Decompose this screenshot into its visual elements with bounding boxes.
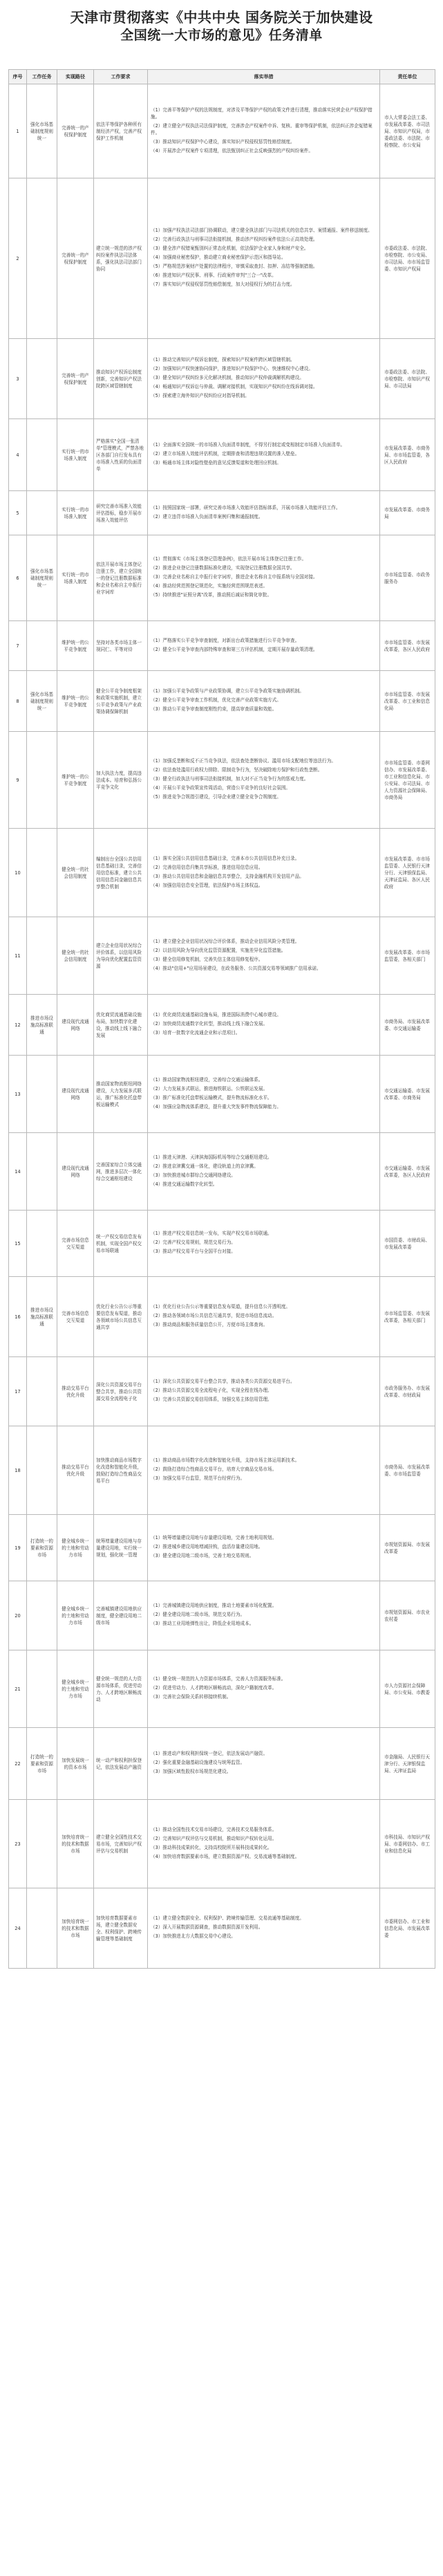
measure-item: （3）推动知识产权保护中心建设，落实知识产权侵权惩罚性赔偿制度。 (151, 138, 295, 145)
row-number: 3 (9, 339, 27, 419)
row-requirement: 推动国家物流枢纽网络建设，大力发展多式联运，推广标准化托盘带板运输模式 (94, 1056, 148, 1133)
measure-item: （1）加强产权执法司法部门协调联动，建立健全执法部门与司法机关的信息共享、案情通报、案件移送制度。 (151, 228, 373, 233)
measure-item: （1）按照国家统一部署，研究完善市场准入效能评估指标体系，开展市场准入效能评估工作。 (151, 504, 341, 510)
table-row (9, 829, 435, 917)
table-row (9, 1211, 435, 1277)
row-requirement: 依法平等保护各种所有制经济产权，完善产权保护工作机制 (94, 84, 148, 178)
measure-item: （2）推进企业登记注册数据标准化建设，实现登记注册数据全国共享。 (151, 565, 295, 571)
table-row (9, 1277, 435, 1357)
row-department: 市市场监管委、市发展改革委、市工业和信息化局 (380, 671, 435, 732)
row-path: 实行统一的市场准入制度 (57, 419, 94, 491)
measure-item: （2）促进劳动力、人才跨地区顺畅流动，深化户籍制度改革。 (151, 1685, 277, 1691)
measure-item: （1）落实全国公共信用信息基础目录，完善本市公共信用信息补充目录。 (151, 855, 300, 861)
row-path: 建设现代流通网络 (57, 1056, 94, 1133)
measure-item: （4）加强应急物流体系建设，提升重大突发事件物流保障能力。 (151, 1103, 281, 1110)
row-measures (148, 1056, 380, 1133)
measure-item: （4）加强信用信息安全管理，依法保护市场主体权益。 (151, 882, 263, 888)
row-measures (148, 1515, 380, 1581)
row-measures (148, 1888, 380, 1969)
row-path: 健全城乡统一的土地和劳动力市场 (57, 1581, 94, 1650)
row-department: 市商务局、市发展改革委、市交通运输委 (380, 995, 435, 1056)
measure-item: （5）严格规范涉案财产处置的法律程序，审慎采取查封、扣押、冻结等强制措施。 (151, 264, 318, 269)
row-requirement: 研究完善市场准入效能评估指标，稳步开展市场准入效能评估 (94, 491, 148, 535)
measure-item: （4）开展公平竞争政策宣传周活动，营造公平竞争的良好社会氛围。 (151, 785, 291, 791)
row-department: 市发展改革委、市市场监管委、人民银行天津分行、天津银保监局、天津证监局、各区人民政府 (380, 829, 435, 917)
row-measures (148, 995, 380, 1056)
header-path: 实现路径 (57, 70, 94, 84)
measure-item: （1）深化公共资源交易平台整合共享，推动各类公共资源交易进平台。 (151, 1379, 295, 1384)
row-number: 11 (9, 917, 27, 995)
measure-item: （2）建立健全产权执法司法保护制度，完善涉企产权案件申诉、复核、重审等保护机制，依法纠正涉企冤错案件。 (151, 122, 373, 136)
table-row (9, 178, 435, 339)
row-number: 6 (9, 535, 27, 621)
row-number: 20 (9, 1581, 27, 1650)
row-requirement: 加快培育数据要素市场，建立健全数据安全、权利保护、跨境传输管理等基础制度 (94, 1888, 148, 1969)
row-number: 17 (9, 1357, 27, 1426)
title-block (0, 0, 443, 69)
row-requirement: 深化公共资源交易平台整合共享，推动公共资源交易全流程电子化 (94, 1357, 148, 1426)
header-no: 序号 (9, 70, 27, 84)
row-requirement: 严格落实"全国一张清单"管理模式，严禁各地区各部门自行发布具有市场准入性质的负面清单 (94, 419, 148, 491)
row-requirement: 推动知识产权诉讼制度创新，完善知识产权法院跨区域管辖制度 (94, 339, 148, 419)
row-department: 市委网信办、市工业和信息化局、市发展改革委 (380, 1888, 435, 1969)
row-department: 市规划资源局、市发展改革委 (380, 1515, 435, 1581)
measure-item: （3）推动产权交易平台与全国平台对接。 (151, 1249, 236, 1254)
row-requirement: 建立统一规范的涉产权纠纷案件执法司法体系，强化执法司法部门协同 (94, 178, 148, 339)
row-requirement: 坚持对各类市场主体一视同仁、平等对待 (94, 621, 148, 671)
measure-item: （4）加强商业秘密保护，推动建立商业秘密保护示范区和指导站。 (151, 255, 286, 260)
measure-item: （1）推动商品市场数字化改造和智能化升级，支持市场主体运用新技术。 (151, 1457, 300, 1463)
measure-item: （6）推进知识产权民事、刑事、行政案件审判"三合一"改革。 (151, 273, 276, 278)
measure-item: （3）完善公共资源交易信用体系，加强交易主体信用管理。 (151, 1397, 272, 1402)
table-row (9, 1581, 435, 1650)
row-task (27, 491, 57, 535)
row-path: 维护统一的公平竞争制度 (57, 732, 94, 829)
measure-item: （1）加强反垄断和反不正当竞争执法，依法查处垄断协议、滥用市场支配地位等违法行为。 (151, 758, 336, 764)
row-number: 24 (9, 1888, 27, 1969)
row-number: 14 (9, 1133, 27, 1211)
measure-item: （3）加快推进城市群综合交通网络建设。 (151, 1172, 236, 1178)
row-department: 市市场监管委、市发展改革委，各相关部门 (380, 1277, 435, 1357)
row-task (27, 1056, 57, 1133)
measure-item: （2）建立违背市场准入负面清单案例归集和通报制度。 (151, 513, 263, 519)
measure-item: （5）推进竞争合规指引建设，引导企业建立健全竞争合规制度。 (151, 794, 281, 800)
measure-item: （4）推动经营范围登记规范化，实施经营范围规范表述。 (151, 583, 268, 589)
table-row (9, 535, 435, 621)
table-row (9, 732, 435, 829)
row-department: 市金融局、人民银行天津分行、天津银保监局、天津证监局 (380, 1728, 435, 1800)
row-number: 22 (9, 1728, 27, 1800)
row-department: 市人大常委会法工委、市发展改革委、市司法局、市知识产权局，市委政法委、市法院、市检察院、市公安局 (380, 84, 435, 178)
measure-item: （3）完善社会保险关系转移接续机制。 (151, 1694, 232, 1700)
row-task (27, 829, 57, 917)
row-measures (148, 1133, 380, 1211)
row-path: 加快培育统一的技术和数据市场 (57, 1888, 94, 1969)
row-task: 打造统一的要素和资源市场 (27, 1728, 57, 1800)
measure-item: （3）加快推进北方大数据交易中心建设。 (151, 1933, 236, 1939)
row-requirement: 建立企业信用状况综合评价体系，以信用风险为导向优化配置监管资源 (94, 917, 148, 995)
row-department: 市委政法委、市法院、市检察院、市知识产权局、市司法局 (380, 339, 435, 419)
measure-item: （1）推动完善知识产权诉讼制度，探索知识产权案件跨区域管辖机制。 (151, 357, 295, 362)
row-path: 加快发展统一的资本市场 (57, 1728, 94, 1800)
table-row (9, 491, 435, 535)
row-requirement: 统一产权交易信息发布机制，实现全国产权交易市场联通 (94, 1211, 148, 1277)
measure-item: （2）健全公平竞争审查工作机制，优化完善产业政策实施方式。 (151, 697, 281, 703)
row-task (27, 1650, 57, 1728)
row-department: 市发展改革委、市商务局、市市场监管委，各区人民政府 (380, 419, 435, 491)
measure-item: （2）完善行政执法与刑事司法衔接机制，推动涉产权纠纷案件依法公正高效处理。 (151, 237, 318, 242)
measure-item: （2）鼓励打造综合性商品交易平台，培育大宗商品交易市场。 (151, 1466, 277, 1472)
header-department: 责任单位 (380, 70, 435, 84)
row-path: 维护统一的公平竞争制度 (57, 621, 94, 671)
row-number: 19 (9, 1515, 27, 1581)
measure-item: （1）严格落实公平竞争审查制度，对新出台政策措施进行公平竞争审查。 (151, 637, 300, 643)
row-requirement: 统一动产和权利担保登记，依法发展动产融资 (94, 1728, 148, 1800)
measure-item: （2）完善产权交易规则，规范交易行为。 (151, 1240, 236, 1245)
row-number: 8 (9, 671, 27, 732)
row-number: 10 (9, 829, 27, 917)
table-row (9, 1357, 435, 1426)
measure-item: （3）完善企业名称自主申报行业字词库，推进企业名称自主申报系统与全国对接。 (151, 574, 318, 580)
table-body (9, 84, 435, 1969)
row-path: 建设现代流通网络 (57, 995, 94, 1056)
measure-item: （2）完善信用信息归集共享标准，推进信用信息应用。 (151, 864, 263, 870)
row-measures (148, 178, 380, 339)
row-department: 市商务局、市发展改革委、市市场监管委 (380, 1426, 435, 1515)
row-department: 市规划资源局、市农业农村委 (380, 1581, 435, 1650)
measure-item: （2）建立市场准入效能评估机制，定期排查和清理违规设置的准入壁垒。 (151, 451, 300, 457)
row-requirement: 建立健全全国性技术交易市场，完善知识产权评估与交易机制 (94, 1800, 148, 1888)
row-requirement: 优化行业公告公示等重要信息发布渠道，推动各领域市场公共信息互通共享 (94, 1277, 148, 1357)
measure-item: （1）加强公平竞争政策与产业政策协调，建立公平竞争政策实施协调机制。 (151, 688, 304, 694)
row-path: 推动交易平台优化升级 (57, 1426, 94, 1515)
task-table-wrap (8, 69, 435, 1969)
measure-item: （3）推动公共信用信息和金融信息共享整合，支持金融机构开发信用产品。 (151, 873, 304, 879)
table-row (9, 621, 435, 671)
measure-item: （1）贯彻落实《市场主体登记管理条例》，依法开展市场主体登记注册工作。 (151, 556, 307, 562)
measure-item: （2）加强知识产权快速协同保护，推进知识产权保护中心、快速维权中心建设。 (151, 366, 313, 371)
row-task (27, 621, 57, 671)
row-measures (148, 535, 380, 621)
row-measures (148, 491, 380, 535)
table-header-row (9, 70, 435, 84)
row-path: 完善市场信息交互渠道 (57, 1211, 94, 1277)
table-row (9, 1800, 435, 1888)
row-measures (148, 829, 380, 917)
row-department: 市发展改革委、市商务局 (380, 491, 435, 535)
row-path: 实行统一的市场准入制度 (57, 535, 94, 621)
row-department: 市政务服务办、市发展改革委、市财政局 (380, 1357, 435, 1426)
measure-item: （3）健全行政执法与刑事司法衔接机制，加大对不正当竞争行为的惩戒力度。 (151, 776, 309, 782)
measure-item: （1）建立健全企业信用状况综合评价体系，推动企业信用风险分类管理。 (151, 938, 300, 944)
row-path: 完善统一的产权保护制度 (57, 84, 94, 178)
row-path: 健全城乡统一的土地和劳动力市场 (57, 1515, 94, 1581)
row-measures (148, 732, 380, 829)
measure-item: （3）畅通市场主体对隐性壁垒的意见反馈渠道和处理回应机制。 (151, 460, 281, 466)
table-row (9, 339, 435, 419)
row-measures (148, 1800, 380, 1888)
row-department: 市委政法委、市法院、市检察院、市公安局、市司法局、市市场监管委、市知识产权局 (380, 178, 435, 339)
row-measures (148, 917, 380, 995)
row-department: 市发展改革委、市市场监管委，各相关部门 (380, 917, 435, 995)
table-row (9, 917, 435, 995)
row-department: 市市场监管委、市发展改革委，各区人民政府 (380, 621, 435, 671)
row-measures (148, 621, 380, 671)
measure-item: （2）健全建设用地二级市场，规范交易行为。 (151, 1612, 245, 1617)
table-row (9, 1426, 435, 1515)
measure-item: （2）推动公共资源交易全流程电子化，实现全程在线办理。 (151, 1388, 272, 1393)
row-department: 市市场监管委、市政务服务办 (380, 535, 435, 621)
measure-item: （3）健全涉产权错案甄别纠正常态化机制，依法保护企业家人身和财产安全。 (151, 246, 309, 251)
row-requirement: 加快推动商品市场数字化改造和智能化升级，鼓励打造综合性商品交易平台 (94, 1426, 148, 1515)
row-path: 维护统一的公平竞争制度 (57, 671, 94, 732)
row-task (27, 1357, 57, 1426)
row-requirement: 完善城镇建设用地供应制度，健全建设用地二级市场 (94, 1581, 148, 1650)
row-path: 健全城乡统一的土地和劳动力市场 (57, 1650, 94, 1728)
table-row (9, 1728, 435, 1800)
row-number: 12 (9, 995, 27, 1056)
table-row (9, 419, 435, 491)
measure-item: （1）完善城镇建设用地供应制度，推动土地要素市场化配置。 (151, 1603, 277, 1608)
measure-item: （7）落实知识产权侵权惩罚性赔偿制度，加大对侵权行为的打击力度。 (151, 282, 295, 287)
measure-item: （1）完善平等保护产权的法规制度，对涉及平等保护产权的政策文件进行清理，推动落实民营企业产权保护措施。 (151, 107, 373, 120)
measure-item: （3）推广标准化托盘带板运输模式，提升物流标准化水平。 (151, 1094, 272, 1101)
row-number: 9 (9, 732, 27, 829)
measure-item: （2）强化重要金融基础设施建设与统筹监管。 (151, 1760, 245, 1765)
row-path: 推动交易平台优化升级 (57, 1357, 94, 1426)
row-department: 市国资委、市财政局、市发展改革委 (380, 1211, 435, 1277)
row-department: 市交通运输委、市发展改革委，各区人民政府 (380, 1133, 435, 1211)
document-title-line1: 天津市贯彻落实《中共中央 国务院关于加快建设 (70, 9, 373, 26)
row-task (27, 178, 57, 339)
measure-item: （2）推进京津冀交通一体化，建设轨道上的京津冀。 (151, 1163, 258, 1169)
table-row (9, 1888, 435, 1969)
row-task: 推进市场设施高标准联通 (27, 1277, 57, 1357)
row-department: 市市场监管委、市委网信办、市发展改革委、市工业和信息化局、市公安局、市司法局、市人力资源社会保障局、市商务局 (380, 732, 435, 829)
measure-item: （1）全面落实全国统一的市场准入负面清单制度，不得另行制定或变相制定市场准入负面清单。 (151, 442, 346, 448)
measure-item: （1）推动国家物流枢纽建设，完善综合交通运输体系。 (151, 1076, 263, 1083)
document-title-line2: 全国统一大市场的意见》任务清单 (120, 28, 323, 43)
row-number: 13 (9, 1056, 27, 1133)
row-number: 21 (9, 1650, 27, 1728)
row-task (27, 1581, 57, 1650)
row-requirement: 统筹增量建设用地与存量建设用地，实行统一规划，强化统一管理 (94, 1515, 148, 1581)
table-row (9, 84, 435, 178)
row-number: 2 (9, 178, 27, 339)
row-measures (148, 1211, 380, 1277)
row-requirement: 加大执法力度，提高违法成本。培育和弘扬公平竞争文化 (94, 732, 148, 829)
table-row (9, 1133, 435, 1211)
row-requirement: 编制出台全国公共信用信息基础目录，完善信用信息标准，建立公共信用信息同金融信息共享整合机制 (94, 829, 148, 917)
row-measures (148, 84, 380, 178)
measure-item: （1）优化商贸流通基础设施布局，推进国际消费中心城市建设。 (151, 1012, 281, 1018)
row-task (27, 339, 57, 419)
row-measures (148, 1357, 380, 1426)
row-path: 健全统一的社会信用制度 (57, 829, 94, 917)
row-path: 完善市场信息交互渠道 (57, 1277, 94, 1357)
measure-item: （3）推动科技成果转化，支持高校院所开展科技成果转化。 (151, 1844, 272, 1850)
measure-item: （3）推动公平竞争审查制度刚性约束，提高审查质量和效能。 (151, 706, 277, 712)
row-task: 强化市场基础制度规则统一 (27, 84, 57, 178)
row-task (27, 419, 57, 491)
row-path: 完善统一的产权保护制度 (57, 178, 94, 339)
measure-item: （4）推进交通运输数字化转型。 (151, 1181, 218, 1187)
header-task: 工作任务 (27, 70, 57, 84)
row-task: 推进市场设施高标准联通 (27, 995, 57, 1056)
row-measures (148, 1650, 380, 1728)
row-requirement: 完善国家综合立体交通网，推进多层次一体化综合交通枢纽建设 (94, 1133, 148, 1211)
table-row (9, 671, 435, 732)
header-measures: 落实举措 (148, 70, 380, 84)
measure-item: （2）推动各领域市场公共信息互通共享，促进市场信息流动。 (151, 1313, 277, 1318)
row-number: 4 (9, 419, 27, 491)
measure-item: （3）加强区域性股权市场规范化建设。 (151, 1769, 232, 1774)
measure-item: （5）持续推进"证照分离"改革，推动照后减证和简化审批。 (151, 592, 272, 598)
measure-item: （1）推进动产和权利担保统一登记，依法发展动产融资。 (151, 1751, 268, 1756)
row-task (27, 732, 57, 829)
table-row (9, 1515, 435, 1581)
measure-item: （2）健全公平竞争审查内部特殊审查和第三方评估机制，定期开展存量政策清理。 (151, 646, 318, 652)
row-task: 强化市场基础制度规则统一 (27, 671, 57, 732)
row-measures (148, 1581, 380, 1650)
measure-item: （2）深入开展数据资源调查，推动数据资源开发利用。 (151, 1924, 263, 1930)
measure-item: （1）健全统一规范的人力资源市场体系，完善人力资源服务标准。 (151, 1676, 286, 1682)
measure-item: （2）加快商贸流通数字化转型，推动线上线下融合发展。 (151, 1021, 268, 1027)
row-task (27, 1211, 57, 1277)
row-number: 23 (9, 1800, 27, 1888)
row-path: 完善统一的产权保护制度 (57, 339, 94, 419)
measure-item: （3）推动商品和服务质量信息公开，方便市场主体查询。 (151, 1322, 268, 1327)
row-path: 加快培育统一的技术和数据市场 (57, 1800, 94, 1888)
measure-item: （2）依法查处滥用行政权力排除、限制竞争行为，坚决破除地方保护和行政性垄断。 (151, 767, 323, 773)
row-path: 建设现代流通网络 (57, 1133, 94, 1211)
measure-item: （2）完善知识产权评估与交易机制，推动知识产权转化运用。 (151, 1835, 277, 1841)
row-task: 强化市场基础制度规则统一 (27, 535, 57, 621)
row-requirement: 健全统一规范的人力资源市场体系，促进劳动力、人才跨地区顺畅流动 (94, 1650, 148, 1728)
measure-item: （1）建立健全数据安全、权利保护、跨境传输管理、交易流通等基础制度。 (151, 1915, 304, 1921)
measure-item: （1）推进天津港、天津滨海国际机场等综合交通枢纽建设。 (151, 1154, 272, 1160)
measure-item: （1）推动全国性技术交易市场建设，完善技术交易服务体系。 (151, 1826, 277, 1832)
row-path: 健全统一的社会信用制度 (57, 917, 94, 995)
row-requirement: 依法开展市场主体登记注册工作，建立全国统一的登记注册数据标准和企业名称自主申报行业字词库 (94, 535, 148, 621)
measure-item: （1）推进产权交易信息统一发布，实现产权交易市场联通。 (151, 1231, 272, 1236)
measure-item: （3）健全建设用地二级市场，完善土地交易规则。 (151, 1553, 254, 1558)
measure-item: （5）探索建立海外知识产权纠纷应对指导机制。 (151, 393, 249, 398)
row-task: 打造统一的要素和资源市场 (27, 1515, 57, 1581)
measure-item: （4）加快培育数据要素市场，建立数据资源产权、交易流通等基础制度。 (151, 1853, 300, 1859)
row-department: 市科技局、市知识产权局、市委网信办、市工业和信息化局 (380, 1800, 435, 1888)
measure-item: （3）加强交易平台监管，规范平台经营行为。 (151, 1475, 245, 1481)
row-measures (148, 339, 380, 419)
row-department: 市交通运输委、市发展改革委、市商务局 (380, 1056, 435, 1133)
row-path: 实行统一的市场准入制度 (57, 491, 94, 535)
table-row (9, 995, 435, 1056)
measure-item: （3）推动工业用地弹性出让，降低企业用地成本。 (151, 1621, 254, 1626)
row-task (27, 1426, 57, 1515)
task-table (8, 69, 435, 1969)
measure-item: （3）健全信用修复机制，完善失信主体信用修复程序。 (151, 956, 263, 962)
measure-item: （1）优化行业公告公示等重要信息发布渠道，提升信息公开透明度。 (151, 1304, 291, 1309)
row-task (27, 917, 57, 995)
row-number: 5 (9, 491, 27, 535)
row-number: 15 (9, 1211, 27, 1277)
measure-item: （2）推进城乡建设用地增减挂钩，盘活存量建设用地。 (151, 1544, 263, 1549)
measure-item: （4）畅通知识产权诉讼与仲裁、调解对接机制，实现知识产权纠纷在线诉调对接。 (151, 384, 318, 389)
measure-item: （4）推动"信用+"应用场景建设，在政务服务、公共资源交易等领域推广信用承诺。 (151, 965, 321, 971)
measure-item: （3）培育一批数字化流通企业和示范项目。 (151, 1030, 241, 1036)
row-measures (148, 1728, 380, 1800)
row-requirement: 健全公平竞争制度框架和政策实施机制，建立公平竞争政策与产业政策协调保障机制 (94, 671, 148, 732)
header-requirement: 工作要求 (94, 70, 148, 84)
row-number: 18 (9, 1426, 27, 1515)
row-measures (148, 671, 380, 732)
row-number: 1 (9, 84, 27, 178)
row-task (27, 1800, 57, 1888)
row-number: 16 (9, 1277, 27, 1357)
row-task (27, 1133, 57, 1211)
row-number: 7 (9, 621, 27, 671)
row-requirement: 优化商贸流通基础设施布局，加快数字化建设，推动线上线下融合发展 (94, 995, 148, 1056)
row-measures (148, 419, 380, 491)
row-department: 市人力资源社会保障局、市公安局、市教委 (380, 1650, 435, 1728)
table-row (9, 1056, 435, 1133)
measure-item: （2）大力发展多式联运，推进海铁联运、公铁联运发展。 (151, 1085, 268, 1092)
measure-item: （4）开展涉企产权案件专项清理，依法甄别纠正社会反映强烈的产权纠纷案件。 (151, 147, 313, 154)
row-measures (148, 1426, 380, 1515)
measure-item: （3）健全知识产权纠纷多元化解决机制，推动知识产权仲裁调解机构建设。 (151, 375, 304, 380)
table-row (9, 1650, 435, 1728)
row-measures (148, 1277, 380, 1357)
measure-item: （1）统筹增量建设用地与存量建设用地，完善土地利用规划。 (151, 1535, 277, 1540)
row-task (27, 1888, 57, 1969)
measure-item: （2）以信用风险为导向优化监管资源配置，实施差异化监管措施。 (151, 947, 286, 953)
